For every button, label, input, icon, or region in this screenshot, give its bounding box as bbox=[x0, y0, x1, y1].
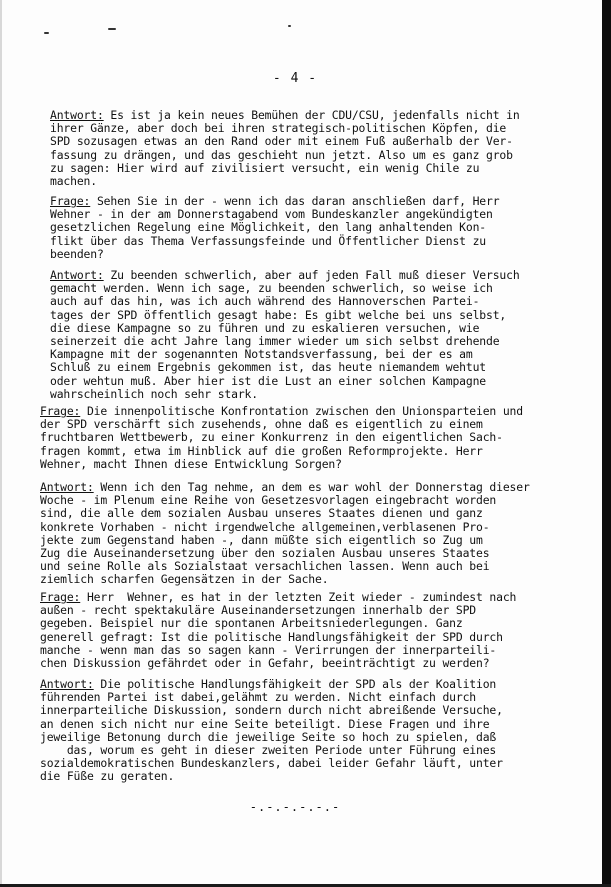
paragraph-label: Antwort: bbox=[50, 268, 104, 282]
text-line: fassung zu drängen, und das geschieht nun jetzt. Also um es ganz grob bbox=[50, 147, 513, 162]
text-line: sind, die alle dem sozialen Ausbau unseres Staates dienen und ganz bbox=[40, 506, 483, 521]
text-line: jeweilige Betonung durch die jeweilige Seite so hoch zu spielen, daß bbox=[40, 729, 497, 744]
text-line: ziemlich scharfen Gegensätzen in der Sache. bbox=[40, 572, 329, 587]
text-line: oder wehtun muß. Aber hier ist die Lust an einer solchen Kampagne bbox=[50, 373, 487, 388]
text-line: seinerzeit die acht Jahre lang immer wieder um sich selbst drehende bbox=[50, 334, 500, 349]
text-line: manche - wenn man das so sagen kann - Verirrungen der innerparteili- bbox=[40, 642, 497, 657]
scan-edge-left bbox=[0, 0, 2, 887]
scan-speck bbox=[288, 25, 291, 27]
text-line: der SPD verschärft sich zusehends, ohne daß es eigentlich zu einem bbox=[40, 417, 483, 432]
text-line: generell gefragt: Ist die politische Handlungsfähigkeit der SPD durch bbox=[40, 629, 503, 644]
text-line: fruchtbaren Wettbewerb, zu einer Konkurrenz in den eigentlichen Sach- bbox=[40, 430, 503, 445]
text-line: auch auf das hin, was ich auch während des Hannoverschen Partei- bbox=[50, 294, 480, 309]
text-line: ihrer Gänze, aber doch bei ihren strategisch-politischen Köpfen, die bbox=[50, 121, 507, 136]
text-line: Die politische Handlungsfähigkeit der SPD als der Koalition bbox=[93, 677, 497, 691]
paragraph-label: Antwort: bbox=[40, 480, 94, 494]
text-line: an denen sich nicht nur eine Seite beteiligt. Diese Fragen und ihre bbox=[40, 716, 490, 731]
text-line: Kampagne mit der sogenannten Notstandsverfassung, bei der es am bbox=[50, 347, 473, 362]
paragraph-answer bbox=[40, 481, 570, 587]
text-line: führenden Partei ist dabei,gelähmt zu werden. Nicht einfach durch bbox=[40, 690, 477, 705]
text-line: gemacht werden. Wenn ich sage, zu beenden schwerlich, so weise ich bbox=[50, 281, 493, 296]
paragraph-answer bbox=[40, 678, 570, 784]
text-line: Zug die Auseinandersetzung über den sozialen Ausbau unseres Staates bbox=[40, 546, 490, 561]
end-of-page-mark: -.-.-.-.-.- bbox=[249, 800, 341, 814]
text-line: außen - recht spektakuläre Auseinandersetzungen innerhalb der SPD bbox=[40, 603, 477, 618]
text-line: flikt über das Thema Verfassungsfeinde und Öffentlicher Dienst zu bbox=[50, 233, 487, 248]
paragraph-label: Antwort: bbox=[40, 677, 94, 691]
text-line: die Füße zu geraten. bbox=[40, 769, 175, 784]
text-line: innerparteiliche Diskussion, sondern durch nicht abreißende Versuche, bbox=[40, 703, 503, 718]
paragraph-question bbox=[40, 591, 570, 670]
text-line: konkrete Vorhaben - nicht irgendwelche allgemeinen,verblasenen Pro- bbox=[40, 519, 490, 534]
paragraph-answer bbox=[50, 109, 580, 188]
text-line: zu sagen: Hier wird auf zivilisiert versucht, ein wenig Chile zu bbox=[50, 160, 480, 175]
paragraph-label: Frage: bbox=[40, 590, 81, 604]
text-line: Wenn ich den Tag nehme, an dem es war wohl der Donnerstag dieser bbox=[93, 480, 530, 494]
text-line: Die innenpolitische Konfrontation zwischen den Unionsparteien und bbox=[80, 404, 523, 418]
text-line: wahrscheinlich noch sehr stark. bbox=[50, 386, 258, 401]
text-line: Sehen Sie in der - wenn ich das daran anschließen darf, Herr bbox=[90, 194, 500, 208]
text-line: Herr Wehner, es hat in der letzten Zeit wieder - zumindest nach bbox=[80, 590, 517, 604]
paragraph-label: Antwort: bbox=[50, 108, 104, 122]
paragraph-label: Frage: bbox=[50, 194, 91, 208]
text-line: jekte zum Gegenstand haben -, dann müßte sich eigentlich so Zug um bbox=[40, 532, 483, 547]
text-line: Wehner - in der am Donnerstagabend vom Bundeskanzler angekündigten bbox=[50, 207, 493, 222]
page-number: - 4 - bbox=[272, 71, 318, 86]
text-line: SPD sozusagen etwas an den Rand oder mit einem Fuß außerhalb der Ver- bbox=[50, 134, 513, 149]
text-line: das, worum es geht in dieser zweiten Periode unter Führung eines bbox=[40, 743, 497, 758]
scan-edge-right bbox=[602, 0, 611, 887]
text-line: die diese Kampagne so zu führen und zu eskalieren versuchen, wie bbox=[50, 320, 480, 335]
paragraph-answer bbox=[50, 269, 580, 401]
scan-speck bbox=[44, 32, 49, 34]
text-line: sozialdemokratischen Bundeskanzlers, dabei leider Gefahr läuft, unter bbox=[40, 756, 503, 771]
text-line: und seine Rolle als Sozialstaat versachlichen lassen. Wenn auch bei bbox=[40, 559, 490, 574]
paragraph-label: Frage: bbox=[40, 404, 81, 418]
text-line: Wehner, macht Ihnen diese Entwicklung Sorgen? bbox=[40, 456, 342, 471]
text-line: beenden? bbox=[50, 246, 104, 261]
scan-speck bbox=[108, 28, 116, 30]
text-line: gesetzlichen Regelung eine Möglichkeit, den lang anhaltenden Kon- bbox=[50, 220, 487, 235]
text-line: tages der SPD öffentlich gesagt habe: Es gibt welche bei uns selbst, bbox=[50, 307, 507, 322]
text-line: Es ist ja kein neues Bemühen der CDU/CSU, jedenfalls nicht in bbox=[103, 108, 520, 122]
text-line: chen Diskussion gefährdet oder in Gefahr, beeinträchtigt zu werden? bbox=[40, 656, 490, 671]
text-line: gegeben. Beispiel nur die spontanen Arbeitsniederlegungen. Ganz bbox=[40, 616, 463, 631]
paragraph-question bbox=[40, 405, 570, 471]
text-line: machen. bbox=[50, 174, 97, 189]
paragraph-question bbox=[50, 195, 580, 261]
text-line: Schluß zu einem Ergebnis gekommen ist, das heute niemandem wehtut bbox=[50, 360, 487, 375]
text-line: Woche - im Plenum eine Reihe von Gesetzesvorlagen eingebracht worden bbox=[40, 493, 497, 508]
text-line: Zu beenden schwerlich, aber auf jeden Fall muß dieser Versuch bbox=[103, 268, 520, 282]
text-line: fragen kommt, etwa im Hinblick auf die großen Reformprojekte. Herr bbox=[40, 443, 483, 458]
